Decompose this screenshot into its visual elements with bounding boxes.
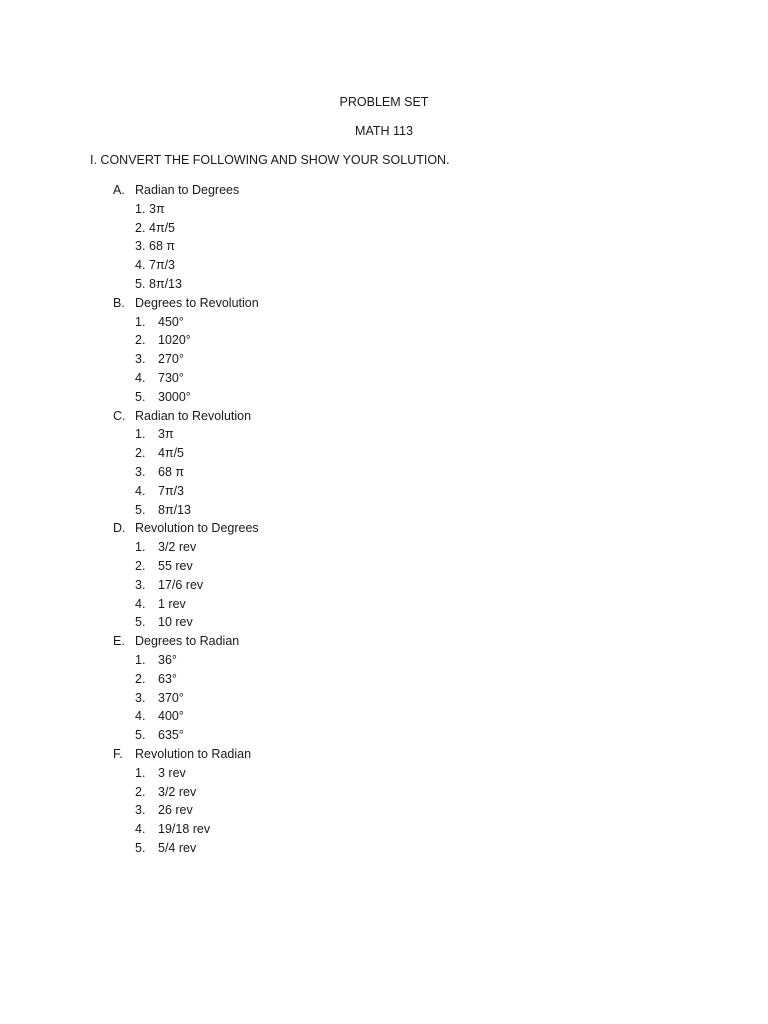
item-value: 370° bbox=[158, 690, 184, 705]
instruction-heading: I. CONVERT THE FOLLOWING AND SHOW YOUR SOLUTION. bbox=[90, 153, 450, 167]
item-number: 4. bbox=[135, 370, 146, 385]
item-value: 635° bbox=[158, 728, 184, 743]
list-item bbox=[0, 538, 768, 557]
section-heading bbox=[0, 181, 768, 200]
item-value: 730° bbox=[158, 370, 184, 385]
item-number: 2. bbox=[135, 333, 146, 348]
item-value: 3π bbox=[158, 427, 174, 442]
item-value: 450° bbox=[158, 314, 184, 329]
item-value: 5/4 rev bbox=[158, 840, 197, 855]
item-value: 68 π bbox=[158, 464, 185, 479]
list-item bbox=[0, 557, 768, 576]
item-value: 400° bbox=[158, 709, 184, 724]
item-number: 2. bbox=[135, 784, 146, 799]
list-item bbox=[0, 313, 768, 332]
list-item bbox=[0, 444, 768, 463]
item-number: 5. bbox=[135, 728, 146, 743]
list-item bbox=[0, 275, 768, 294]
list-item bbox=[0, 350, 768, 369]
section-heading bbox=[0, 519, 768, 538]
item-number: 5. bbox=[135, 840, 146, 855]
item-value: 1020° bbox=[158, 333, 191, 348]
item-number: 3. bbox=[135, 352, 146, 367]
section-heading bbox=[0, 745, 768, 764]
list-item bbox=[0, 689, 768, 708]
item-value: 55 rev bbox=[158, 558, 193, 573]
list-item bbox=[0, 651, 768, 670]
list-item bbox=[0, 726, 768, 745]
list-item bbox=[0, 595, 768, 614]
item-number: 1. bbox=[135, 314, 146, 329]
section-title: Degrees to Radian bbox=[135, 634, 240, 649]
item-number: 5. bbox=[135, 276, 146, 291]
item-number: 4. bbox=[135, 709, 146, 724]
list-item bbox=[0, 576, 768, 595]
list-item bbox=[0, 501, 768, 520]
item-value: 26 rev bbox=[158, 803, 193, 818]
item-number: 1. bbox=[135, 201, 146, 216]
item-value: 3π bbox=[149, 201, 165, 216]
item-number: 4. bbox=[135, 822, 146, 837]
section-letter: D. bbox=[113, 521, 126, 536]
item-number: 4. bbox=[135, 596, 146, 611]
list-item bbox=[0, 783, 768, 802]
list-item bbox=[0, 613, 768, 632]
section-heading bbox=[0, 632, 768, 651]
item-number: 2. bbox=[135, 446, 146, 461]
section-heading bbox=[0, 294, 768, 313]
item-value: 8π/13 bbox=[149, 276, 182, 291]
section-title: Degrees to Revolution bbox=[135, 295, 259, 310]
list-item bbox=[0, 707, 768, 726]
list-item bbox=[0, 219, 768, 238]
section-letter: F. bbox=[113, 746, 123, 761]
item-number: 5. bbox=[135, 502, 146, 517]
item-number: 1. bbox=[135, 540, 146, 555]
section-title: Revolution to Degrees bbox=[135, 521, 259, 536]
section-title: Revolution to Radian bbox=[135, 746, 252, 761]
item-value: 19/18 rev bbox=[158, 822, 211, 837]
section-heading bbox=[0, 407, 768, 426]
item-number: 3. bbox=[135, 803, 146, 818]
list-item bbox=[0, 256, 768, 275]
item-number: 5. bbox=[135, 389, 146, 404]
list-item bbox=[0, 369, 768, 388]
item-value: 17/6 rev bbox=[158, 577, 204, 592]
list-item bbox=[0, 388, 768, 407]
item-number: 2. bbox=[135, 220, 146, 235]
section-title: Radian to Revolution bbox=[135, 408, 252, 423]
section-letter: C. bbox=[113, 408, 126, 423]
item-number: 4. bbox=[135, 483, 146, 498]
course-code: MATH 113 bbox=[355, 124, 413, 138]
list-item bbox=[0, 237, 768, 256]
item-number: 3. bbox=[135, 690, 146, 705]
list-item bbox=[0, 820, 768, 839]
item-number: 3. bbox=[135, 464, 146, 479]
item-number: 3. bbox=[135, 577, 146, 592]
section-letter: B. bbox=[113, 295, 125, 310]
item-value: 3 rev bbox=[158, 765, 186, 780]
list-item bbox=[0, 801, 768, 820]
item-value: 10 rev bbox=[158, 615, 193, 630]
item-value: 4π/5 bbox=[149, 220, 176, 235]
item-number: 4. bbox=[135, 258, 146, 273]
list-item bbox=[0, 764, 768, 783]
page-title: PROBLEM SET bbox=[339, 95, 429, 109]
list-item bbox=[0, 463, 768, 482]
item-value: 3000° bbox=[158, 389, 191, 404]
list-item bbox=[0, 425, 768, 444]
item-value: 1 rev bbox=[158, 596, 186, 611]
item-value: 36° bbox=[158, 652, 177, 667]
list-item bbox=[0, 482, 768, 501]
item-value: 68 π bbox=[149, 239, 176, 254]
item-number: 5. bbox=[135, 615, 146, 630]
section-letter: A. bbox=[113, 183, 125, 197]
list-item bbox=[0, 839, 768, 858]
item-value: 4π/5 bbox=[158, 446, 185, 461]
item-value: 8π/13 bbox=[158, 502, 191, 517]
item-value: 270° bbox=[158, 352, 184, 367]
item-value: 63° bbox=[158, 671, 177, 686]
item-number: 1. bbox=[135, 652, 146, 667]
section-title: Radian to Degrees bbox=[135, 183, 240, 197]
item-number: 1. bbox=[135, 427, 146, 442]
list-item bbox=[0, 331, 768, 350]
item-number: 2. bbox=[135, 671, 146, 686]
problem-sections bbox=[0, 181, 768, 858]
item-number: 3. bbox=[135, 239, 146, 254]
list-item bbox=[0, 200, 768, 219]
item-value: 3/2 rev bbox=[158, 540, 197, 555]
item-value: 7π/3 bbox=[149, 258, 176, 273]
item-value: 7π/3 bbox=[158, 483, 185, 498]
list-item bbox=[0, 670, 768, 689]
item-number: 2. bbox=[135, 558, 146, 573]
item-number: 1. bbox=[135, 765, 146, 780]
section-letter: E. bbox=[113, 634, 125, 649]
item-value: 3/2 rev bbox=[158, 784, 197, 799]
